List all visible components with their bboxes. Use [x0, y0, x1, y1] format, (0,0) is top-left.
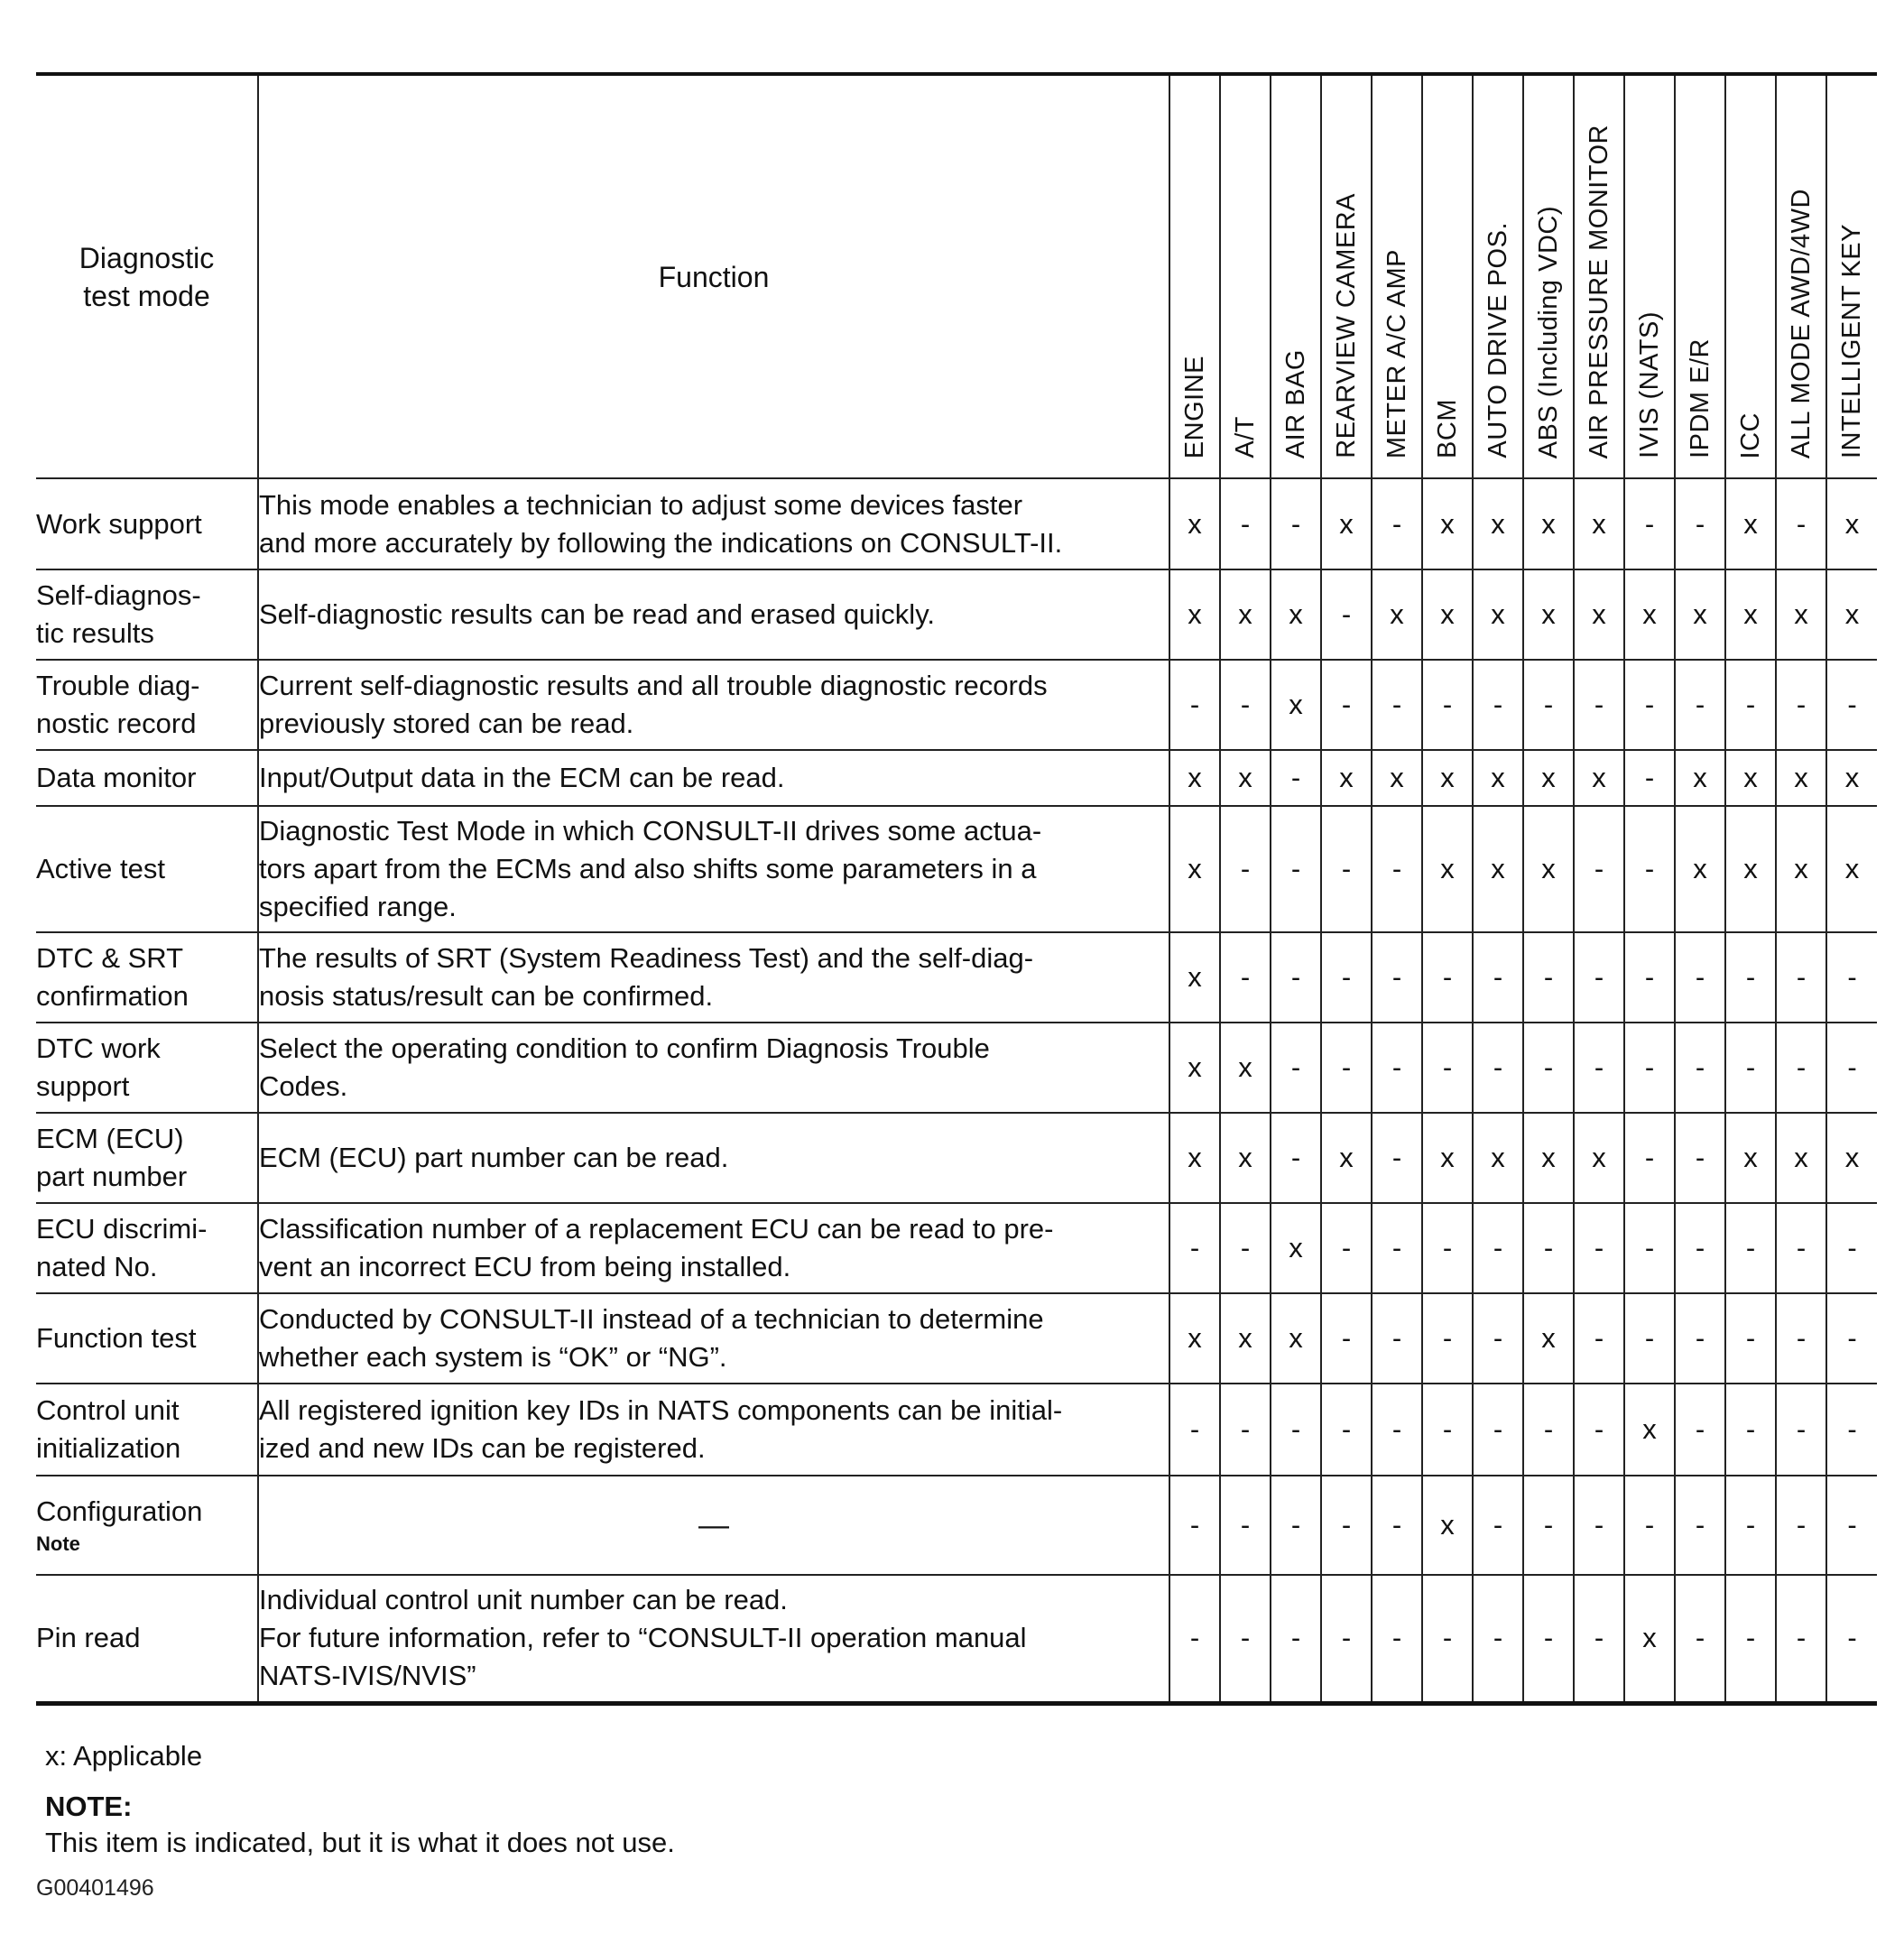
- not-applicable-mark: -: [1321, 1023, 1372, 1113]
- not-applicable-mark: -: [1422, 1023, 1473, 1113]
- not-applicable-mark: -: [1169, 1476, 1220, 1575]
- applicable-mark: x: [1725, 1113, 1776, 1203]
- diagnostic-mode-table: [36, 72, 1877, 1706]
- not-applicable-mark: -: [1675, 1575, 1725, 1703]
- test-mode-label: Work support: [36, 507, 202, 540]
- applicable-mark: x: [1675, 750, 1725, 806]
- not-applicable-mark: -: [1725, 1203, 1776, 1293]
- not-applicable-mark: -: [1523, 660, 1574, 750]
- not-applicable-mark: -: [1220, 1384, 1271, 1476]
- system-header-4: [1372, 74, 1422, 478]
- applicable-mark: x: [1776, 806, 1826, 932]
- system-header-10: [1675, 74, 1725, 478]
- not-applicable-mark: -: [1624, 660, 1675, 750]
- system-header-label: AIR PRESSURE MONITOR: [1584, 124, 1613, 458]
- not-applicable-mark: -: [1675, 660, 1725, 750]
- test-mode-cell: [36, 1113, 258, 1203]
- not-applicable-mark: -: [1220, 1476, 1271, 1575]
- system-header-label: ABS (Including VDC): [1533, 205, 1563, 458]
- table-row: [36, 1023, 1877, 1113]
- not-applicable-mark: -: [1473, 932, 1523, 1023]
- applicable-mark: x: [1169, 1293, 1220, 1384]
- applicable-mark: x: [1473, 478, 1523, 569]
- applicable-mark: x: [1271, 1293, 1321, 1384]
- not-applicable-mark: -: [1169, 1575, 1220, 1703]
- not-applicable-mark: -: [1675, 1023, 1725, 1113]
- figure-id: G00401496: [36, 1875, 154, 1901]
- applicable-mark: x: [1675, 806, 1725, 932]
- function-description: Current self-diagnostic results and all trouble diagnostic records previously stored can be read.: [258, 660, 1169, 750]
- not-applicable-mark: -: [1372, 660, 1422, 750]
- function-header: Function: [258, 74, 1169, 478]
- test-mode-cell: [36, 750, 258, 806]
- applicable-mark: x: [1422, 569, 1473, 660]
- not-applicable-mark: -: [1220, 1575, 1271, 1703]
- applicable-mark: x: [1321, 750, 1372, 806]
- not-applicable-mark: -: [1725, 1575, 1776, 1703]
- table-row: [36, 1384, 1877, 1476]
- not-applicable-mark: -: [1725, 1023, 1776, 1113]
- applicable-mark: x: [1169, 932, 1220, 1023]
- not-applicable-mark: -: [1826, 1023, 1877, 1113]
- system-header-label: AIR BAG: [1280, 348, 1310, 458]
- not-applicable-mark: -: [1675, 478, 1725, 569]
- applicable-mark: x: [1776, 1113, 1826, 1203]
- not-applicable-mark: -: [1271, 1113, 1321, 1203]
- applicable-mark: x: [1473, 569, 1523, 660]
- not-applicable-mark: -: [1321, 1293, 1372, 1384]
- not-applicable-mark: -: [1675, 1476, 1725, 1575]
- not-applicable-mark: -: [1675, 1293, 1725, 1384]
- system-header-12: [1776, 74, 1826, 478]
- not-applicable-mark: -: [1725, 1384, 1776, 1476]
- not-applicable-mark: -: [1271, 1575, 1321, 1703]
- function-description: Self-diagnostic results can be read and erased quickly.: [258, 569, 1169, 660]
- not-applicable-mark: -: [1169, 660, 1220, 750]
- not-applicable-mark: -: [1826, 660, 1877, 750]
- not-applicable-mark: -: [1776, 1293, 1826, 1384]
- not-applicable-mark: -: [1523, 1203, 1574, 1293]
- applicable-mark: x: [1422, 1113, 1473, 1203]
- system-header-label: IPDM E/R: [1685, 338, 1715, 458]
- not-applicable-mark: -: [1372, 932, 1422, 1023]
- not-applicable-mark: -: [1624, 1113, 1675, 1203]
- not-applicable-mark: -: [1776, 932, 1826, 1023]
- applicable-mark: x: [1725, 806, 1776, 932]
- system-header-label: IVIS (NATS): [1634, 311, 1664, 458]
- test-mode-label: Trouble diag- nostic record: [36, 670, 200, 739]
- note-title: NOTE:: [45, 1791, 133, 1822]
- not-applicable-mark: -: [1422, 660, 1473, 750]
- not-applicable-mark: -: [1321, 1203, 1372, 1293]
- applicable-mark: x: [1422, 750, 1473, 806]
- not-applicable-mark: -: [1372, 478, 1422, 569]
- not-applicable-mark: -: [1473, 660, 1523, 750]
- test-mode-label: Active test: [36, 853, 165, 884]
- not-applicable-mark: -: [1422, 1575, 1473, 1703]
- not-applicable-mark: -: [1473, 1203, 1523, 1293]
- not-applicable-mark: -: [1220, 932, 1271, 1023]
- applicable-mark: x: [1574, 478, 1624, 569]
- applicable-mark: x: [1169, 806, 1220, 932]
- table-row: [36, 478, 1877, 569]
- not-applicable-mark: -: [1624, 1293, 1675, 1384]
- test-mode-label: Control unit initialization: [36, 1394, 181, 1464]
- test-mode-label: ECU discrimi- nated No.: [36, 1213, 208, 1282]
- not-applicable-mark: -: [1523, 1476, 1574, 1575]
- not-applicable-mark: -: [1826, 1575, 1877, 1703]
- not-applicable-mark: -: [1220, 1203, 1271, 1293]
- not-applicable-mark: -: [1321, 569, 1372, 660]
- not-applicable-mark: -: [1725, 1476, 1776, 1575]
- not-applicable-mark: -: [1574, 1203, 1624, 1293]
- not-applicable-mark: -: [1776, 1575, 1826, 1703]
- system-header-label: AUTO DRIVE POS.: [1483, 222, 1512, 458]
- function-description: Conducted by CONSULT-II instead of a technician to determine whether each system is “OK” or “NG”.: [258, 1293, 1169, 1384]
- not-applicable-mark: -: [1321, 1476, 1372, 1575]
- applicable-mark: x: [1725, 750, 1776, 806]
- system-header-3: [1321, 74, 1372, 478]
- not-applicable-mark: -: [1574, 932, 1624, 1023]
- not-applicable-mark: -: [1624, 932, 1675, 1023]
- not-applicable-mark: -: [1776, 1476, 1826, 1575]
- system-header-label: ENGINE: [1179, 355, 1209, 458]
- applicable-mark: x: [1574, 1113, 1624, 1203]
- not-applicable-mark: -: [1473, 1023, 1523, 1113]
- applicable-mark: x: [1372, 750, 1422, 806]
- not-applicable-mark: -: [1523, 932, 1574, 1023]
- not-applicable-mark: -: [1422, 1293, 1473, 1384]
- applicable-mark: x: [1473, 1113, 1523, 1203]
- applicable-mark: x: [1220, 1023, 1271, 1113]
- test-mode-cell: [36, 1203, 258, 1293]
- not-applicable-mark: -: [1422, 932, 1473, 1023]
- not-applicable-mark: -: [1574, 660, 1624, 750]
- not-applicable-mark: -: [1271, 750, 1321, 806]
- system-header-label: ICC: [1735, 412, 1765, 458]
- applicable-mark: x: [1826, 569, 1877, 660]
- not-applicable-mark: -: [1271, 1023, 1321, 1113]
- applicable-mark: x: [1725, 569, 1776, 660]
- applicable-mark: x: [1523, 478, 1574, 569]
- applicable-mark: x: [1169, 478, 1220, 569]
- not-applicable-mark: -: [1675, 1384, 1725, 1476]
- table-row: [36, 932, 1877, 1023]
- not-applicable-mark: -: [1675, 1203, 1725, 1293]
- legend-text: x: Applicable: [45, 1740, 203, 1772]
- test-mode-cell: [36, 932, 258, 1023]
- applicable-mark: x: [1725, 478, 1776, 569]
- not-applicable-mark: -: [1372, 1293, 1422, 1384]
- table-body: [36, 478, 1877, 1703]
- function-description: Input/Output data in the ECM can be read.: [258, 750, 1169, 806]
- applicable-mark: x: [1523, 1113, 1574, 1203]
- not-applicable-mark: -: [1826, 1384, 1877, 1476]
- applicable-mark: x: [1624, 1384, 1675, 1476]
- note-text: This item is indicated, but it is what it does not use.: [45, 1827, 675, 1858]
- not-applicable-mark: -: [1523, 1384, 1574, 1476]
- applicable-mark: x: [1372, 569, 1422, 660]
- system-header-13: [1826, 74, 1877, 478]
- not-applicable-mark: -: [1574, 1476, 1624, 1575]
- function-description: Classification number of a replacement ECU can be read to pre- vent an incorrect ECU from being installed.: [258, 1203, 1169, 1293]
- function-description: The results of SRT (System Readiness Test) and the self-diag- nosis status/result can be confirmed.: [258, 932, 1169, 1023]
- applicable-mark: x: [1220, 1113, 1271, 1203]
- not-applicable-mark: -: [1372, 1476, 1422, 1575]
- not-applicable-mark: -: [1372, 1384, 1422, 1476]
- system-header-label: INTELLIGENT KEY: [1837, 224, 1866, 458]
- not-applicable-mark: -: [1473, 1293, 1523, 1384]
- not-applicable-mark: -: [1624, 1023, 1675, 1113]
- table-row: [36, 806, 1877, 932]
- applicable-mark: x: [1523, 1293, 1574, 1384]
- applicable-mark: x: [1169, 1113, 1220, 1203]
- not-applicable-mark: -: [1321, 660, 1372, 750]
- applicable-mark: x: [1473, 806, 1523, 932]
- function-description: —: [258, 1476, 1169, 1575]
- not-applicable-mark: -: [1321, 806, 1372, 932]
- not-applicable-mark: -: [1220, 660, 1271, 750]
- applicable-mark: x: [1473, 750, 1523, 806]
- applicable-mark: x: [1271, 1203, 1321, 1293]
- not-applicable-mark: -: [1271, 1476, 1321, 1575]
- not-applicable-mark: -: [1624, 1203, 1675, 1293]
- table-row: [36, 1203, 1877, 1293]
- diagnostic-test-mode-header: Diagnostic test mode: [36, 74, 258, 478]
- system-header-7: [1523, 74, 1574, 478]
- applicable-mark: x: [1321, 478, 1372, 569]
- not-applicable-mark: -: [1776, 1384, 1826, 1476]
- not-applicable-mark: -: [1321, 1384, 1372, 1476]
- applicable-mark: x: [1422, 1476, 1473, 1575]
- system-header-label: ALL MODE AWD/4WD: [1786, 188, 1816, 458]
- applicable-mark: x: [1826, 1113, 1877, 1203]
- not-applicable-mark: -: [1725, 660, 1776, 750]
- not-applicable-mark: -: [1624, 1476, 1675, 1575]
- test-mode-cell: [36, 806, 258, 932]
- not-applicable-mark: -: [1169, 1203, 1220, 1293]
- system-header-label: METER A/C AMP: [1382, 248, 1411, 458]
- not-applicable-mark: -: [1725, 932, 1776, 1023]
- system-header-label: REARVIEW CAMERA: [1331, 193, 1361, 458]
- test-mode-label: DTC & SRT confirmation: [36, 942, 189, 1012]
- not-applicable-mark: -: [1725, 1293, 1776, 1384]
- table-row: [36, 1113, 1877, 1203]
- not-applicable-mark: -: [1220, 806, 1271, 932]
- test-mode-label: DTC work support: [36, 1032, 161, 1102]
- applicable-mark: x: [1523, 569, 1574, 660]
- not-applicable-mark: -: [1271, 932, 1321, 1023]
- table-row: [36, 569, 1877, 660]
- not-applicable-mark: -: [1776, 1203, 1826, 1293]
- not-applicable-mark: -: [1675, 932, 1725, 1023]
- system-header-0: [1169, 74, 1220, 478]
- not-applicable-mark: -: [1826, 1476, 1877, 1575]
- not-applicable-mark: -: [1422, 1203, 1473, 1293]
- not-applicable-mark: -: [1624, 478, 1675, 569]
- function-description: ECM (ECU) part number can be read.: [258, 1113, 1169, 1203]
- applicable-mark: x: [1422, 478, 1473, 569]
- not-applicable-mark: -: [1776, 478, 1826, 569]
- not-applicable-mark: -: [1826, 1203, 1877, 1293]
- function-description: Individual control unit number can be read. For future information, refer to “CONSULT-II operation manual NATS-IVIS/NVIS”: [258, 1575, 1169, 1703]
- test-mode-note: Note: [36, 1532, 80, 1555]
- not-applicable-mark: -: [1574, 806, 1624, 932]
- applicable-mark: x: [1826, 478, 1877, 569]
- applicable-mark: x: [1220, 569, 1271, 660]
- not-applicable-mark: -: [1826, 1293, 1877, 1384]
- test-mode-cell: [36, 478, 258, 569]
- applicable-mark: x: [1271, 569, 1321, 660]
- not-applicable-mark: -: [1776, 1023, 1826, 1113]
- test-mode-cell: [36, 1293, 258, 1384]
- function-description: This mode enables a technician to adjust some devices faster and more accurately by following the indications on CONSULT-II.: [258, 478, 1169, 569]
- system-header-label: A/T: [1230, 416, 1260, 458]
- not-applicable-mark: -: [1574, 1293, 1624, 1384]
- test-mode-label: ECM (ECU) part number: [36, 1123, 188, 1192]
- applicable-mark: x: [1523, 750, 1574, 806]
- applicable-mark: x: [1169, 1023, 1220, 1113]
- not-applicable-mark: -: [1574, 1384, 1624, 1476]
- applicable-mark: x: [1220, 750, 1271, 806]
- function-description: Diagnostic Test Mode in which CONSULT-II drives some actua- tors apart from the ECMs and also shifts some parameters in a specified range.: [258, 806, 1169, 932]
- test-mode-label: Function test: [36, 1322, 197, 1354]
- function-description: All registered ignition key IDs in NATS components can be initial- ized and new IDs can be registered.: [258, 1384, 1169, 1476]
- not-applicable-mark: -: [1473, 1384, 1523, 1476]
- system-header-8: [1574, 74, 1624, 478]
- test-mode-label: Pin read: [36, 1622, 141, 1654]
- system-header-label: BCM: [1432, 399, 1462, 458]
- applicable-mark: x: [1321, 1113, 1372, 1203]
- not-applicable-mark: -: [1675, 1113, 1725, 1203]
- test-mode-label: Data monitor: [36, 762, 197, 793]
- test-mode-cell: [36, 660, 258, 750]
- table-row: [36, 750, 1877, 806]
- not-applicable-mark: -: [1624, 750, 1675, 806]
- test-mode-cell: [36, 1575, 258, 1703]
- applicable-mark: x: [1271, 660, 1321, 750]
- applicable-mark: x: [1624, 569, 1675, 660]
- table-row: [36, 1476, 1877, 1575]
- test-mode-cell: [36, 1384, 258, 1476]
- not-applicable-mark: -: [1271, 478, 1321, 569]
- not-applicable-mark: -: [1422, 1384, 1473, 1476]
- table-header-row: [36, 74, 1877, 478]
- system-header-6: [1473, 74, 1523, 478]
- applicable-mark: x: [1826, 806, 1877, 932]
- applicable-mark: x: [1422, 806, 1473, 932]
- system-header-1: [1220, 74, 1271, 478]
- not-applicable-mark: -: [1220, 478, 1271, 569]
- not-applicable-mark: -: [1271, 1384, 1321, 1476]
- test-mode-cell: [36, 1023, 258, 1113]
- not-applicable-mark: -: [1473, 1476, 1523, 1575]
- applicable-mark: x: [1776, 750, 1826, 806]
- table-row: [36, 1293, 1877, 1384]
- applicable-mark: x: [1624, 1575, 1675, 1703]
- not-applicable-mark: -: [1372, 806, 1422, 932]
- test-mode-cell: [36, 569, 258, 660]
- applicable-mark: x: [1574, 569, 1624, 660]
- not-applicable-mark: -: [1826, 932, 1877, 1023]
- system-header-11: [1725, 74, 1776, 478]
- not-applicable-mark: -: [1321, 932, 1372, 1023]
- table-row: [36, 1575, 1877, 1703]
- system-header-2: [1271, 74, 1321, 478]
- not-applicable-mark: -: [1321, 1575, 1372, 1703]
- not-applicable-mark: -: [1372, 1023, 1422, 1113]
- not-applicable-mark: -: [1372, 1575, 1422, 1703]
- applicable-mark: x: [1826, 750, 1877, 806]
- function-description: Select the operating condition to confirm Diagnosis Trouble Codes.: [258, 1023, 1169, 1113]
- applicable-mark: x: [1169, 750, 1220, 806]
- applicable-mark: x: [1523, 806, 1574, 932]
- not-applicable-mark: -: [1372, 1203, 1422, 1293]
- not-applicable-mark: -: [1624, 806, 1675, 932]
- test-mode-label: Self-diagnos- tic results: [36, 579, 201, 649]
- table-row: [36, 660, 1877, 750]
- not-applicable-mark: -: [1473, 1575, 1523, 1703]
- not-applicable-mark: -: [1372, 1113, 1422, 1203]
- applicable-mark: x: [1169, 569, 1220, 660]
- not-applicable-mark: -: [1523, 1023, 1574, 1113]
- not-applicable-mark: -: [1523, 1575, 1574, 1703]
- system-header-5: [1422, 74, 1473, 478]
- test-mode-label: Configuration: [36, 1495, 203, 1527]
- not-applicable-mark: -: [1574, 1575, 1624, 1703]
- test-mode-cell: [36, 1476, 258, 1575]
- system-header-9: [1624, 74, 1675, 478]
- not-applicable-mark: -: [1169, 1384, 1220, 1476]
- applicable-mark: x: [1220, 1293, 1271, 1384]
- applicable-mark: x: [1776, 569, 1826, 660]
- applicable-mark: x: [1675, 569, 1725, 660]
- not-applicable-mark: -: [1574, 1023, 1624, 1113]
- not-applicable-mark: -: [1776, 660, 1826, 750]
- applicable-mark: x: [1574, 750, 1624, 806]
- not-applicable-mark: -: [1271, 806, 1321, 932]
